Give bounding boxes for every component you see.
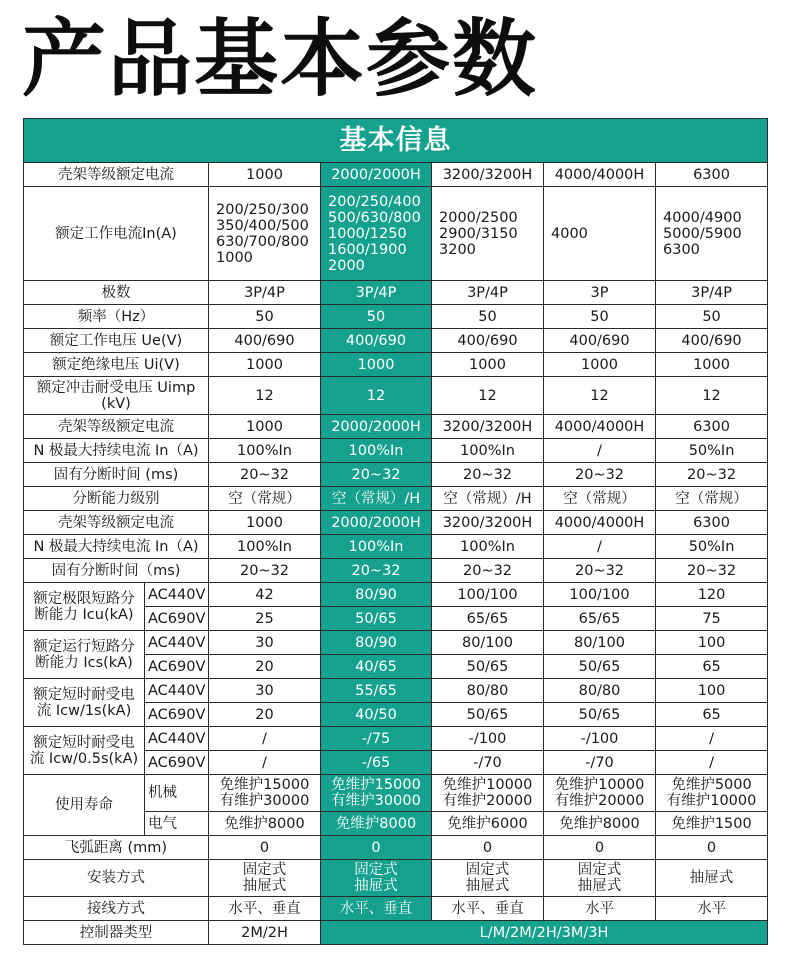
- value-cell: 固定式 抽屉式: [544, 860, 656, 897]
- row-ui: [24, 353, 768, 377]
- value-cell: 免维护15000 有维护30000: [321, 775, 432, 812]
- value-cell: 80/80: [544, 679, 656, 703]
- value-cell: 100/100: [432, 583, 544, 607]
- row-label: 额定短时耐受电 流 Icw/0.5s(kA): [24, 727, 145, 775]
- value-cell: 免维护6000: [432, 812, 544, 836]
- value-cell: 80/80: [432, 679, 544, 703]
- value-cell: 20~32: [209, 463, 321, 487]
- value-cell: 0: [544, 836, 656, 860]
- value-cell: 2000/2500 2900/3150 3200: [432, 187, 544, 281]
- value-cell: 0: [432, 836, 544, 860]
- row-life-a: [24, 775, 768, 812]
- value-cell: 3200/3200H: [432, 415, 544, 439]
- value-cell: 1000: [321, 353, 432, 377]
- value-cell: -/70: [432, 751, 544, 775]
- value-cell: 1000: [209, 353, 321, 377]
- sub-label: 机械: [145, 775, 209, 812]
- value-cell: -/70: [544, 751, 656, 775]
- row-ue: [24, 329, 768, 353]
- row-label: 控制器类型: [24, 921, 209, 945]
- row-label: 额定工作电流In(A): [24, 187, 209, 281]
- value-cell: 3P/4P: [656, 281, 768, 305]
- row-label: 额定运行短路分 断能力 Ics(kA): [24, 631, 145, 679]
- value-cell: 免维护10000 有维护20000: [432, 775, 544, 812]
- row-label: 固有分断时间 (ms): [24, 463, 209, 487]
- value-cell: 50/65: [432, 655, 544, 679]
- row-frame3: [24, 511, 768, 535]
- value-cell: 空（常规）: [209, 487, 321, 511]
- row-frame2: [24, 415, 768, 439]
- value-cell: 12: [432, 377, 544, 415]
- value-cell: 3P/4P: [321, 281, 432, 305]
- value-cell: 50/65: [432, 703, 544, 727]
- value-cell: 50%In: [656, 439, 768, 463]
- value-cell: L/M/2M/2H/3M/3H: [321, 921, 768, 945]
- row-uimp: [24, 377, 768, 415]
- value-cell: 100%In: [209, 535, 321, 559]
- row-label: 额定短时耐受电 流 Icw/1s(kA): [24, 679, 145, 727]
- value-cell: 100%In: [432, 535, 544, 559]
- value-cell: 50/65: [321, 607, 432, 631]
- value-cell: 50/65: [544, 703, 656, 727]
- value-cell: 免维护5000 有维护10000: [656, 775, 768, 812]
- value-cell: 100: [656, 679, 768, 703]
- row-label: 额定冲击耐受电压 Uimp (kV): [24, 377, 209, 415]
- value-cell: 12: [321, 377, 432, 415]
- value-cell: 20~32: [656, 559, 768, 583]
- row-level: [24, 487, 768, 511]
- value-cell: 3200/3200H: [432, 511, 544, 535]
- row-ics-a: [24, 631, 768, 655]
- value-cell: 6300: [656, 511, 768, 535]
- value-cell: 免维护8000: [209, 812, 321, 836]
- row-label: 频率（Hz）: [24, 305, 209, 329]
- value-cell: 65: [656, 703, 768, 727]
- value-cell: 80/90: [321, 583, 432, 607]
- value-cell: 4000/4000H: [544, 163, 656, 187]
- value-cell: 3P/4P: [432, 281, 544, 305]
- value-cell: 12: [656, 377, 768, 415]
- row-time1: [24, 463, 768, 487]
- value-cell: 4000: [544, 187, 656, 281]
- row-label: 壳架等级额定电流: [24, 511, 209, 535]
- value-cell: 50: [544, 305, 656, 329]
- value-cell: 1000: [209, 415, 321, 439]
- value-cell: 30: [209, 631, 321, 655]
- row-label: 壳架等级额定电流: [24, 163, 209, 187]
- value-cell: 20~32: [209, 559, 321, 583]
- value-cell: 200/250/400 500/630/800 1000/1250 1600/1900 2000: [321, 187, 432, 281]
- spec-table: [23, 118, 768, 945]
- row-label: 飞弧距离 (mm): [24, 836, 209, 860]
- value-cell: 12: [544, 377, 656, 415]
- value-cell: 水平、垂直: [321, 897, 432, 921]
- value-cell: 400/690: [656, 329, 768, 353]
- sub-label: AC440V: [145, 727, 209, 751]
- value-cell: 120: [656, 583, 768, 607]
- sub-label: AC440V: [145, 679, 209, 703]
- value-cell: 6300: [656, 163, 768, 187]
- value-cell: 30: [209, 679, 321, 703]
- row-rated_current: [24, 187, 768, 281]
- row-label: 固有分断时间（ms): [24, 559, 209, 583]
- row-label: N 极最大持续电流 In（A): [24, 535, 209, 559]
- row-npole2: [24, 535, 768, 559]
- row-label: 安装方式: [24, 860, 209, 897]
- value-cell: 固定式 抽屉式: [209, 860, 321, 897]
- value-cell: 400/690: [209, 329, 321, 353]
- value-cell: 25: [209, 607, 321, 631]
- value-cell: 80/100: [544, 631, 656, 655]
- value-cell: 6300: [656, 415, 768, 439]
- value-cell: 水平: [544, 897, 656, 921]
- row-label: 额定工作电压 Ue(V): [24, 329, 209, 353]
- value-cell: 3P/4P: [209, 281, 321, 305]
- sub-label: AC440V: [145, 583, 209, 607]
- value-cell: 1000: [209, 163, 321, 187]
- row-label: 分断能力级别: [24, 487, 209, 511]
- section-header-row: [24, 119, 768, 163]
- value-cell: 20~32: [432, 463, 544, 487]
- value-cell: 2000/2000H: [321, 163, 432, 187]
- value-cell: 2000/2000H: [321, 415, 432, 439]
- value-cell: 20~32: [544, 463, 656, 487]
- value-cell: /: [209, 751, 321, 775]
- value-cell: 2M/2H: [209, 921, 321, 945]
- value-cell: 100%In: [321, 535, 432, 559]
- value-cell: 2000/2000H: [321, 511, 432, 535]
- value-cell: 80/100: [432, 631, 544, 655]
- value-cell: 50/65: [544, 655, 656, 679]
- value-cell: 3P: [544, 281, 656, 305]
- value-cell: /: [656, 727, 768, 751]
- value-cell: 20~32: [544, 559, 656, 583]
- value-cell: 1000: [432, 353, 544, 377]
- value-cell: 75: [656, 607, 768, 631]
- value-cell: 4000/4000H: [544, 511, 656, 535]
- value-cell: -/65: [321, 751, 432, 775]
- value-cell: /: [544, 439, 656, 463]
- value-cell: 免维护10000 有维护20000: [544, 775, 656, 812]
- value-cell: 20: [209, 703, 321, 727]
- row-label: 使用寿命: [24, 775, 145, 836]
- row-label: 极数: [24, 281, 209, 305]
- row-time2: [24, 559, 768, 583]
- sub-label: AC690V: [145, 655, 209, 679]
- value-cell: 20~32: [321, 559, 432, 583]
- row-label: 额定极限短路分 断能力 Icu(kA): [24, 583, 145, 631]
- value-cell: 50: [656, 305, 768, 329]
- value-cell: 空（常规）/H: [432, 487, 544, 511]
- row-icw1-a: [24, 679, 768, 703]
- value-cell: 免维护1500: [656, 812, 768, 836]
- sub-label: AC690V: [145, 703, 209, 727]
- value-cell: 200/250/300 350/400/500 630/700/800 1000: [209, 187, 321, 281]
- value-cell: -/100: [544, 727, 656, 751]
- value-cell: 固定式 抽屉式: [432, 860, 544, 897]
- value-cell: 水平、垂直: [209, 897, 321, 921]
- value-cell: 1000: [656, 353, 768, 377]
- value-cell: 50%In: [656, 535, 768, 559]
- row-freq: [24, 305, 768, 329]
- value-cell: 20~32: [432, 559, 544, 583]
- value-cell: 100%In: [209, 439, 321, 463]
- value-cell: 400/690: [432, 329, 544, 353]
- value-cell: 400/690: [544, 329, 656, 353]
- value-cell: 免维护8000: [544, 812, 656, 836]
- sub-label: AC690V: [145, 751, 209, 775]
- value-cell: 0: [321, 836, 432, 860]
- row-icu-a: [24, 583, 768, 607]
- value-cell: 20~32: [321, 463, 432, 487]
- value-cell: 55/65: [321, 679, 432, 703]
- value-cell: 空（常规）: [544, 487, 656, 511]
- value-cell: 1000: [209, 511, 321, 535]
- row-label: 额定绝缘电压 Ui(V): [24, 353, 209, 377]
- row-icw05-a: [24, 727, 768, 751]
- value-cell: -/100: [432, 727, 544, 751]
- value-cell: 100%In: [321, 439, 432, 463]
- row-npole1: [24, 439, 768, 463]
- value-cell: 50: [432, 305, 544, 329]
- value-cell: 65: [656, 655, 768, 679]
- value-cell: 固定式 抽屉式: [321, 860, 432, 897]
- value-cell: 42: [209, 583, 321, 607]
- row-arc: [24, 836, 768, 860]
- value-cell: 3200/3200H: [432, 163, 544, 187]
- page-title: 产品基本参数: [22, 10, 539, 108]
- value-cell: 20: [209, 655, 321, 679]
- value-cell: 免维护8000: [321, 812, 432, 836]
- sub-label: AC690V: [145, 607, 209, 631]
- value-cell: 12: [209, 377, 321, 415]
- row-frame1: [24, 163, 768, 187]
- value-cell: 空（常规）/H: [321, 487, 432, 511]
- value-cell: 免维护15000 有维护30000: [209, 775, 321, 812]
- row-label: N 极最大持续电流 In（A): [24, 439, 209, 463]
- value-cell: 抽屉式: [656, 860, 768, 897]
- value-cell: 4000/4000H: [544, 415, 656, 439]
- value-cell: 0: [656, 836, 768, 860]
- value-cell: 65/65: [432, 607, 544, 631]
- value-cell: -/75: [321, 727, 432, 751]
- sub-label: AC440V: [145, 631, 209, 655]
- value-cell: 水平: [656, 897, 768, 921]
- value-cell: 4000/4900 5000/5900 6300: [656, 187, 768, 281]
- value-cell: /: [544, 535, 656, 559]
- value-cell: 100%In: [432, 439, 544, 463]
- value-cell: 400/690: [321, 329, 432, 353]
- row-poles: [24, 281, 768, 305]
- value-cell: 0: [209, 836, 321, 860]
- value-cell: 100/100: [544, 583, 656, 607]
- value-cell: 40/65: [321, 655, 432, 679]
- value-cell: /: [209, 727, 321, 751]
- row-label: 壳架等级额定电流: [24, 415, 209, 439]
- value-cell: 40/50: [321, 703, 432, 727]
- row-label: 接线方式: [24, 897, 209, 921]
- value-cell: 水平、垂直: [432, 897, 544, 921]
- row-install: [24, 860, 768, 897]
- value-cell: 50: [321, 305, 432, 329]
- value-cell: 1000: [544, 353, 656, 377]
- value-cell: 空（常规）: [656, 487, 768, 511]
- row-controller: [24, 921, 768, 945]
- value-cell: 65/65: [544, 607, 656, 631]
- value-cell: 50: [209, 305, 321, 329]
- value-cell: 80/90: [321, 631, 432, 655]
- section-title: 基本信息: [24, 119, 768, 163]
- value-cell: /: [656, 751, 768, 775]
- value-cell: 20~32: [656, 463, 768, 487]
- sub-label: 电气: [145, 812, 209, 836]
- row-wiring: [24, 897, 768, 921]
- value-cell: 100: [656, 631, 768, 655]
